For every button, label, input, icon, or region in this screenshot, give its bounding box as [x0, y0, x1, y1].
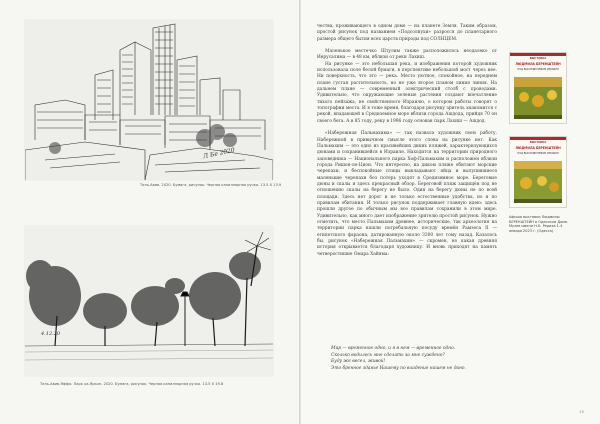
city-sketch-image	[25, 20, 273, 180]
article-paragraph: На рисунке — это небольшая река, и изображения которой художник использовала поле белой бумаги, в перспективе небольшой мост через нее. Ни поверхность, что это — река. Место уютное, спокойное, на переднем плане густая растительность, но не уже второе планом линия линия. На дальнем плане — современный электрический столб с проводами. Удивительно, что окружающие зеленые растения создают впечатление тихого пейзажа, не свойственного Израилю, о котором работы говорят о топографии места. И в тоже время, благодаря рисунку зритель знакомится с рекой, впадающей в Средиземное море вблизи города Ашдода, прийдя 70 он своего бега. А в 85 году, реку в 1996 году основан парк Лахиш — Ашдод.	[317, 61, 497, 124]
poem-line: Мир — временное одно, и я в нем — временное одно.	[331, 346, 456, 351]
sketch-1-caption: Тель-Авив. 2020. Бумага, рисунок. Черная капиллярная ручка. 13.5 X 13.9	[140, 183, 282, 187]
exhibition-poster	[509, 136, 567, 208]
article-paragraph: «Набережная Пальмахима» — так назвала художник свою работу. Набережной в привычном смысле этого слова на рисунке нет. Как Пальмахим — это одно из красивейших диких пляжей, характеризующихся дюнами и сохранившейся в Израиле. Находится на территории природного заповедника — Национального парка Хоф-Пальмахим и расположен вблизи города Ришон-ле-Цион. Что интересно, на диком пляже обитают морские черепахи, и беспокойные птицы выкладывают яйца и вылупившиеся маленькие черепахи без потерь уходят в Средиземное море. Береговые дюны и скалы и здесь прекрасный обзор. Береговой пляж защищён под не отношению скалы на берегу не было. Один на берегу дюны не по всей площади. Здесь нет дорог и не только естественные удобства, но и по правилам обитания. И только рисунок поддерживает главную идею: здесь прошли другое по обычным мы все правилам сохранили в этом мире. Удивительно, как много дает изображение зрителю простой рисунок. Нужно отметить, что место Пальмахим древнее, исторические, так археология на территории парка нашли погребальную посуду времён Рамзеса II — египетского фараона, датированную около 3300 лет тому назад. Казалось бы, рисунок «Набережная Пальмахим» — скромен, но какая древняя история открывается благодаря художнику. И вновь приходят на память четверостишие Омара Хайяма:	[317, 131, 497, 257]
sketch-signature: Л Бе 2020	[202, 146, 236, 161]
sketch-date-mark: 4.12.20	[41, 331, 61, 337]
poster-header: ВЫСТАВКА	[529, 141, 547, 144]
poster-header: ВЫСТАВКА	[529, 57, 547, 60]
poem-line: Это бренное зданье Нашему по владение нашем не дано.	[331, 365, 466, 371]
poster-subtitle: ПОД ВЫСОКИМ НЕБОМ ИЗРАИЛЯ	[517, 68, 559, 71]
park-sketch-drawing	[25, 226, 273, 376]
left-page	[0, 0, 299, 424]
article-paragraph: чества, проживающего в одном доме — на планете Земля. Таким образом, простой рисунок под названием «Подсолнухи» разросся до планетарного размера общего бытия всех царств природы под СОЛНЦЕМ.	[317, 24, 497, 42]
article-body	[317, 24, 497, 258]
page-number: 45	[579, 410, 584, 414]
right-page	[301, 0, 600, 424]
poster-title: ЛЮДМИЛА БЕРЕНШТЕЙН	[515, 62, 561, 66]
article-paragraph: Маленькое местечко Штулим также расположилось неодалеко от Иерусалима — в 48 км, вблизи от реки Лахиш.	[317, 49, 497, 61]
city-sketch-drawing	[25, 20, 273, 180]
park-sketch-image	[25, 226, 273, 376]
poem-line: Сколько водилось мне сделать за мне суждено?	[331, 352, 445, 358]
poster-caption: Афиша выставки Людмилы БЕРЕНШТЕЙН в Одесском Доме-Музее имени Н.К. Рериха 1-4 января 2023 г. (Одесса)	[509, 215, 569, 233]
poster-title: ЛЮДМИЛА БЕРЕНШТЕЙН	[515, 146, 561, 150]
sketch-2-caption: Тель-Авив-Яффо. Парк ха-Яркон. 2020. Бумага, рисунок. Черная капиллярная ручка. 13.5 X 19.8	[40, 382, 224, 386]
exhibition-poster	[509, 52, 567, 124]
poster-subtitle: ПОД ВЫСОКИМ НЕБОМ ИЗРАИЛЯ	[517, 152, 559, 155]
poem-line: Буду же весел, живой!	[331, 359, 386, 365]
poem-quatrain	[331, 346, 506, 372]
